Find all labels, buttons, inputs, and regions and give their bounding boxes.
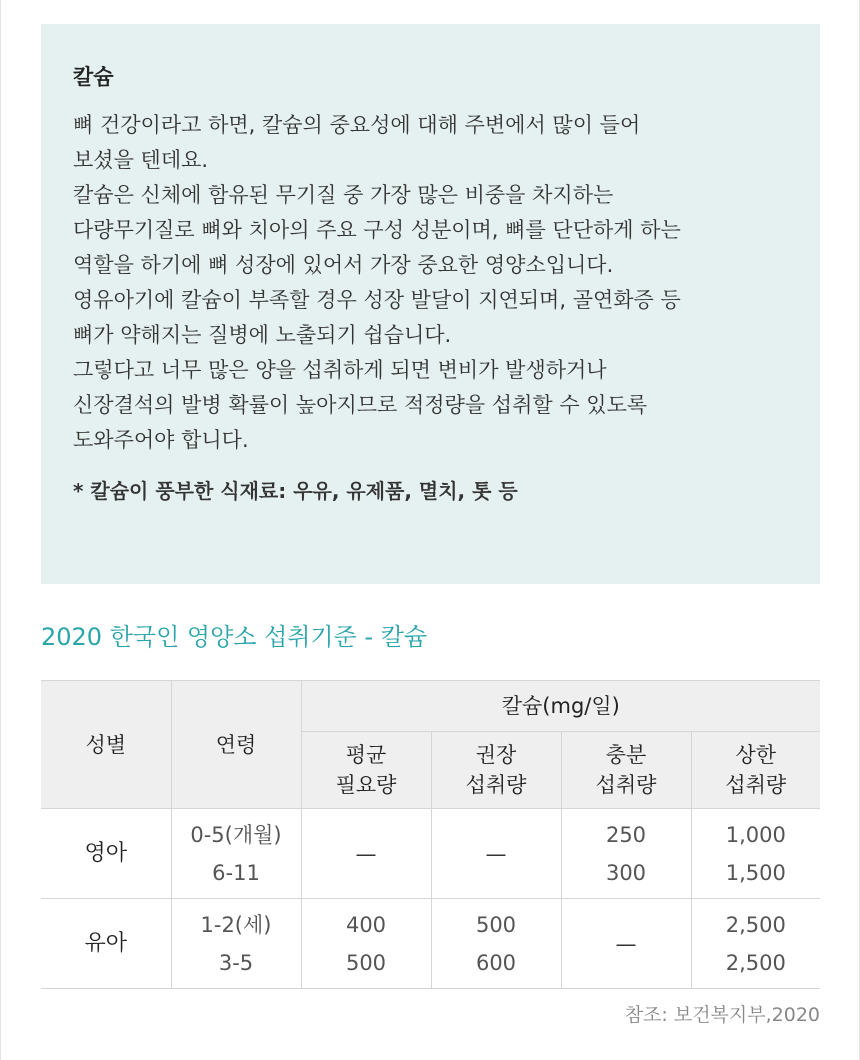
- cell-value: 1-2(세): [200, 912, 272, 937]
- info-line: 뼈 건강이라고 하면, 칼슘의 중요성에 대해 주변에서 많이 들어: [73, 113, 641, 137]
- cell-ade: [561, 809, 691, 899]
- header-line: 평균: [345, 743, 387, 767]
- cell-rec: [431, 899, 561, 989]
- table-row: [41, 809, 820, 899]
- cell-value: 2,500: [725, 950, 786, 975]
- cell-value: 1,000: [725, 822, 786, 847]
- cell-rec: [431, 809, 561, 899]
- cell-value: 1,500: [725, 860, 786, 885]
- cell-ade: [561, 899, 691, 989]
- cell-sex: 영아: [41, 809, 171, 899]
- cell-age: [171, 899, 301, 989]
- header-line: 상한: [735, 743, 777, 767]
- cell-age: [171, 809, 301, 899]
- header-recommended-intake: [431, 732, 561, 809]
- info-body: [73, 108, 788, 458]
- table-row: [41, 899, 820, 989]
- header-line: 섭취량: [595, 773, 657, 797]
- cell-value: 2,500: [725, 912, 786, 937]
- info-line: 신장결석의 발병 확률이 높아지므로 적정량을 섭취할 수 있도록: [73, 393, 648, 417]
- cell-value: —: [615, 931, 637, 956]
- cell-value: 6-11: [212, 860, 260, 885]
- source-citation: 참조: 보건복지부,2020: [624, 1004, 820, 1026]
- section-title: 2020 한국인 영양소 섭취기준 - 칼슘: [41, 623, 428, 651]
- info-line: 도와주어야 합니다.: [73, 428, 249, 452]
- cell-value: 0-5(개월): [190, 822, 282, 847]
- header-line: 섭취량: [465, 773, 527, 797]
- cell-value: —: [485, 841, 507, 866]
- header-avg-requirement: [301, 732, 431, 809]
- header-line: 필요량: [335, 773, 397, 797]
- info-line: 다량무기질로 뼈와 치아의 주요 구성 성분이며, 뼈를 단단하게 하는: [73, 218, 681, 242]
- info-line: 영유아기에 칼슘이 부족할 경우 성장 발달이 지연되며, 골연화증 등: [73, 288, 681, 312]
- table-header-row: [41, 681, 820, 732]
- cell-value: 3-5: [218, 950, 254, 975]
- cell-value: 300: [605, 860, 647, 885]
- header-upper-limit: [691, 732, 820, 809]
- cell-value: 500: [475, 912, 517, 937]
- cell-upper: [691, 899, 820, 989]
- cell-value: 250: [605, 822, 647, 847]
- header-adequate-intake: [561, 732, 691, 809]
- info-line: 뼈가 약해지는 질병에 노출되기 쉽습니다.: [73, 323, 452, 347]
- header-calcium-group: 칼슘(mg/일): [301, 681, 820, 732]
- cell-upper: [691, 809, 820, 899]
- header-age: 연령: [171, 681, 301, 809]
- cell-value: 600: [475, 950, 517, 975]
- info-line: 보셨을 텐데요.: [73, 148, 209, 172]
- cell-avg: [301, 899, 431, 989]
- header-line: 섭취량: [725, 773, 787, 797]
- cell-value: 400: [345, 912, 387, 937]
- calcium-intake-table: [41, 680, 820, 989]
- info-line: 그렇다고 너무 많은 양을 섭취하게 되면 변비가 발생하거나: [73, 358, 607, 382]
- rich-foods-note: * 칼슘이 풍부한 식재료: 우유, 유제품, 멸치, 톳 등: [73, 479, 518, 503]
- info-title: 칼슘: [73, 65, 114, 89]
- calcium-info-box: [41, 24, 820, 584]
- header-sex: 성별: [41, 681, 171, 809]
- info-line: 칼슘은 신체에 함유된 무기질 중 가장 많은 비중을 차지하는: [73, 183, 614, 207]
- cell-value: 500: [345, 950, 387, 975]
- info-line: 역할을 하기에 뼈 성장에 있어서 가장 중요한 영양소입니다.: [73, 253, 614, 277]
- header-line: 권장: [475, 743, 517, 767]
- cell-avg: [301, 809, 431, 899]
- cell-sex: 유아: [41, 899, 171, 989]
- cell-value: —: [355, 841, 377, 866]
- intake-table-wrap: [41, 680, 820, 989]
- frame-left-border: [0, 0, 1, 1060]
- header-line: 충분: [605, 743, 647, 767]
